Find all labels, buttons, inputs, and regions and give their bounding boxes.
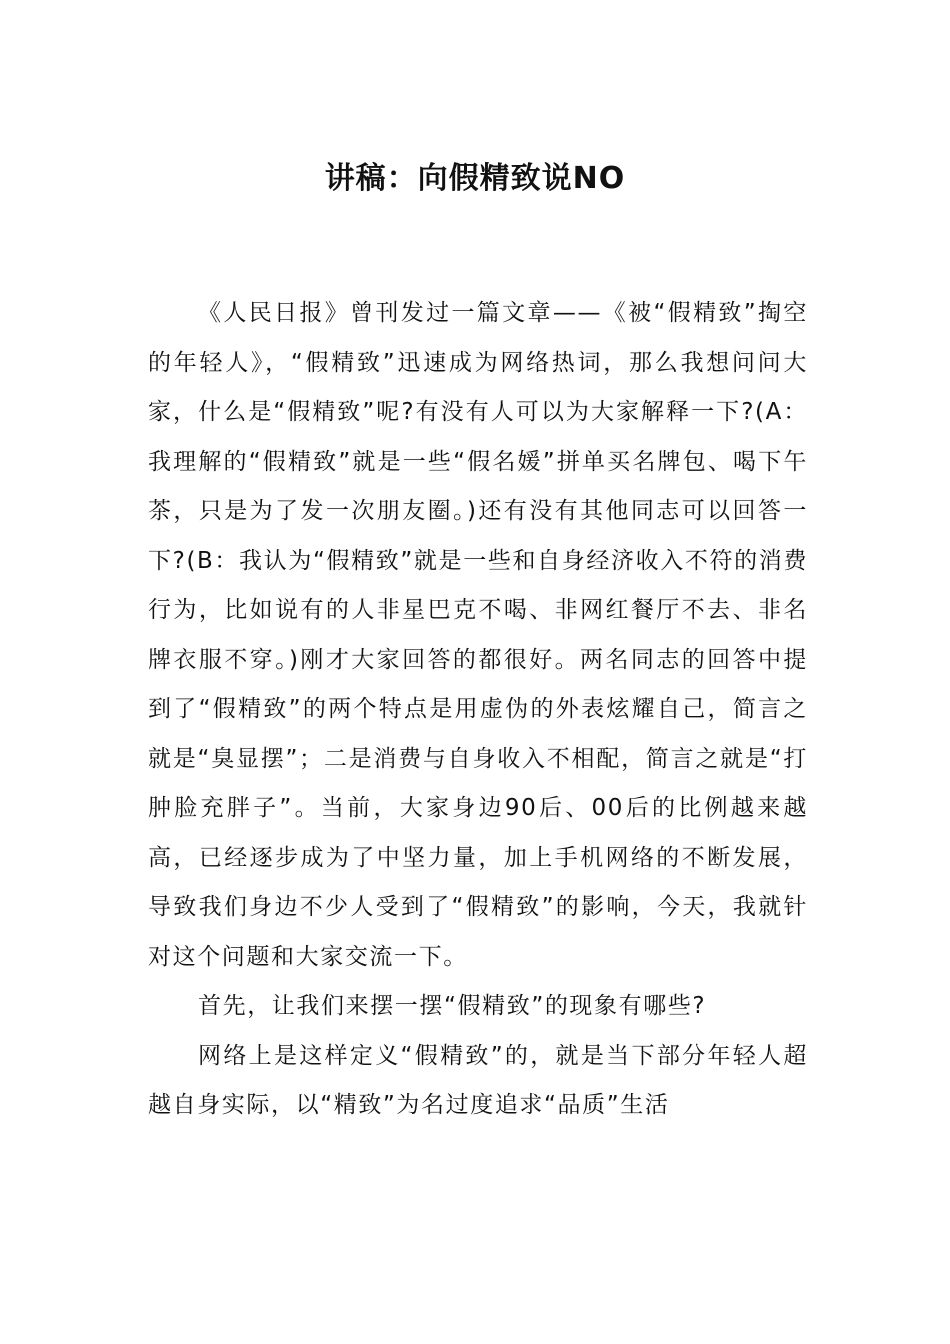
paragraph-first-point: 首先，让我们来摆一摆“假精致”的现象有哪些? <box>198 993 707 1019</box>
document-body <box>148 289 808 1131</box>
paragraph-definition: 网络上是这样定义“假精致”的，就是当下部分年轻人超越自身实际，以“精致”为名过度追求“品质”生活 <box>148 1042 808 1118</box>
paragraph-intro: 《人民日报》曾刊发过一篇文章——《被“假精致”掏空的年轻人》，“假精致”迅速成为网络热词，那么我想问问大家，什么是“假精致”呢?有没有人可以为大家解释一下?(A：我理解的“假精致”就是一些“假名媛”拼单买名牌包、喝下午茶，只是为了发一次朋友圈。)还有没有其他同志可以回答一下?(B：我认为“假精致”就是一些和自身经济收入不符的消费行为，比如说有的人非星巴克不喝、非网红餐厅不去、非名牌衣服不穿。)刚才大家回答的都很好。两名同志的回答中提到了“假精致”的两个特点是用虚伪的外表炫耀自己，简言之就是“臭显摆”；二是消费与自身收入不相配，简言之就是“打肿脸充胖子”。当前，大家身边90后、00后的比例越来越高，已经逐步成为了中坚力量，加上手机网络的不断发展，导致我们身边不少人受到了“假精致”的影响，今天，我就针对这个问题和大家交流一下。 <box>148 300 808 970</box>
document-title: 讲稿：向假精致说NO <box>324 161 626 196</box>
